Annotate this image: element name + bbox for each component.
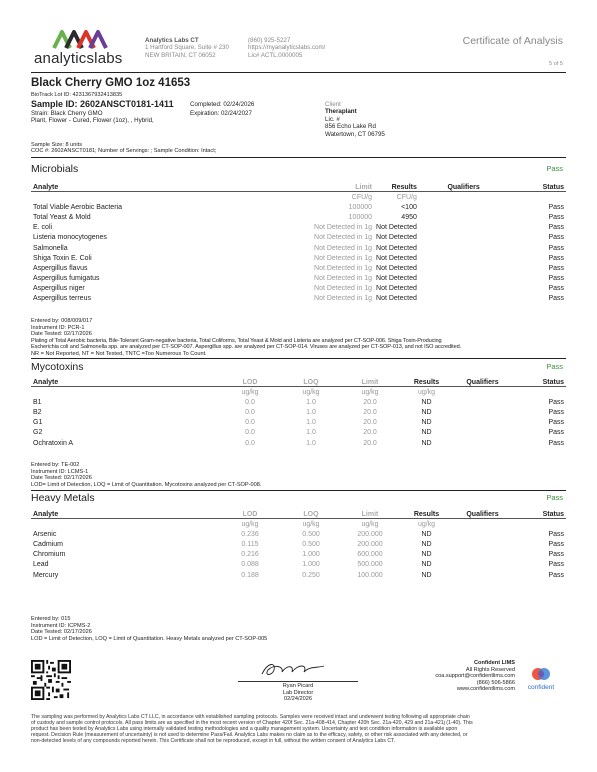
table-cell: Not Detected in 1g <box>314 254 373 262</box>
col-header-results: Results <box>413 379 440 386</box>
table-cell: Not Detected in 1g <box>314 264 373 272</box>
table-cell: ND <box>421 540 432 548</box>
client-address-line1: 856 Echo Lake Rd <box>325 123 376 131</box>
table-cell: 0.250 <box>302 571 320 579</box>
table-cell: Pass <box>548 264 564 272</box>
analyte-cell: Salmonella <box>33 244 68 252</box>
col-header-limit: Limit <box>361 379 379 386</box>
table-row <box>31 243 566 253</box>
table-cell: Pass <box>548 285 564 293</box>
analyte-cell: B1 <box>33 398 42 406</box>
table-row <box>31 202 566 212</box>
note-line: Date Tested: 02/17/2026 <box>31 475 92 482</box>
table-cell: Not Detected in 1g <box>314 234 373 242</box>
analyte-cell <box>31 192 235 202</box>
table-cell <box>454 570 511 580</box>
table-cell: 0.0 <box>245 419 255 427</box>
table-cell: 0.216 <box>241 551 259 559</box>
logo-text: analyticslabs <box>34 50 123 67</box>
table-cell: Pass <box>548 203 564 211</box>
note-line: Escherichia coli and Salmonella spp. are analyzed per CT-SOP-007. Aspergillus spp. are analyzed per CT-SOP-014. Viruses are analyzed per CT-SOP-013, and not ISO accredited. <box>31 344 462 351</box>
sample-id: Sample ID: 2602ANSCT0181-1411 <box>31 99 174 109</box>
col-header-analyte: Analyte <box>33 379 59 386</box>
analyte-cell: E. coli <box>33 224 53 232</box>
table-cell: ND <box>421 571 432 579</box>
table-cell: Pass <box>548 224 564 232</box>
table-cell <box>454 428 511 438</box>
table-cell: ug/kg <box>302 388 320 396</box>
table-cell: ug/kg <box>417 520 436 528</box>
analyte-cell: Ochratoxin A <box>33 439 74 447</box>
table-cell: Not Detected in 1g <box>314 244 373 252</box>
table-cell <box>454 539 511 549</box>
table-cell: 100.000 <box>357 571 383 579</box>
table-cell <box>511 519 566 529</box>
table-cell: Not Detected <box>376 224 417 232</box>
disclaimer-line: The sampling was performed by Analytics Labs CT LLC, in accordance with established sampling protocols. Samples were received intact and underwent testing following all appropriate chain <box>31 714 470 720</box>
qr-code-icon[interactable] <box>31 660 71 700</box>
table-cell: Pass <box>548 254 564 262</box>
table-cell: 1.0 <box>306 419 316 427</box>
col-header-status: Status <box>542 379 564 386</box>
confident-website[interactable]: www.confidentlims.com <box>456 686 515 693</box>
table-cell <box>454 418 511 428</box>
confident-name: Confident LIMS <box>473 660 515 666</box>
table-cell: ND <box>421 439 432 447</box>
col-header-qualifiers: Qualifiers <box>466 379 499 386</box>
analyte-cell: Chromium <box>33 551 66 559</box>
table-cell: Not Detected in 1g <box>314 275 373 283</box>
table-cell: ug/kg <box>302 520 320 528</box>
table-cell: Pass <box>548 540 564 548</box>
col-header-status: Status <box>542 184 564 191</box>
table-cell <box>454 407 511 417</box>
client-address-line2: Watertown, CT 06795 <box>325 130 385 138</box>
mycotoxins-status: Pass <box>546 362 563 371</box>
signature-date: 02/24/2026 <box>284 696 312 703</box>
col-header-results: Results <box>413 511 440 518</box>
table-cell <box>419 192 508 202</box>
table-cell: 20.0 <box>363 419 377 427</box>
disclaimer-line: product has been tested by Analytics Labs using internally validated testing methodologies and a quality management system. Uncertainty and test condition information is available upon <box>31 726 458 732</box>
note-line: Date Tested: 02/17/2026 <box>31 331 92 338</box>
table-cell: Pass <box>548 408 564 416</box>
col-header-results: Results <box>391 184 417 191</box>
table-cell: 0.0 <box>245 439 255 447</box>
table-cell: Pass <box>548 295 564 303</box>
table-cell: Pass <box>548 429 564 437</box>
col-header-analyte: Analyte <box>33 184 59 191</box>
mycotoxins-title: Mycotoxins <box>31 361 84 373</box>
analyte-cell: Aspergillus terreus <box>33 295 91 303</box>
table-cell <box>419 243 508 253</box>
confident-phone: (866) 506-5866 <box>476 679 515 686</box>
completed-date: Completed: 02/24/2026 <box>190 101 255 108</box>
table-cell <box>511 387 566 397</box>
table-cell: ug/kg <box>361 520 379 528</box>
table-cell: <100 <box>401 203 417 211</box>
unit-row <box>31 192 566 202</box>
table-cell <box>419 263 508 273</box>
lab-address-line2: NEW BRITAIN, CT 06052 <box>145 51 216 59</box>
signer-title: Lab Director <box>282 689 314 696</box>
analyte-cell: Total Yeast & Mold <box>33 213 91 221</box>
table-row <box>31 223 566 233</box>
table-row <box>31 263 566 273</box>
col-header-analyte: Analyte <box>33 511 59 518</box>
note-line: Entered by: 008/009/017 <box>31 318 93 324</box>
table-cell: Pass <box>548 275 564 283</box>
note-line: Instrument ID: PCR-1 <box>31 324 85 331</box>
table-row <box>31 550 566 560</box>
table-cell: CFU/g <box>351 193 373 201</box>
note-line: NR = Not Reported, NT = Not Tested, TNTC =Too Numerous To Count. <box>31 350 207 357</box>
analyte-cell: Total Viable Aerobic Bacteria <box>33 203 122 211</box>
col-header-loq: LOQ <box>303 379 319 386</box>
confident-logo-text: confident <box>527 684 555 691</box>
table-cell: 100000 <box>348 203 373 211</box>
table-cell: 0.088 <box>241 561 259 569</box>
table-cell: Pass <box>548 398 564 406</box>
client-name: Theraplant <box>325 108 357 116</box>
mycotoxins-table <box>31 378 566 448</box>
table-cell: 20.0 <box>363 429 377 437</box>
microbials-table <box>31 183 566 304</box>
table-cell: Pass <box>548 530 564 538</box>
lab-logo <box>34 22 134 66</box>
table-cell: 1.0 <box>306 429 316 437</box>
table-cell <box>419 253 508 263</box>
table-row <box>31 438 566 448</box>
table-row <box>31 407 566 417</box>
table-cell: ND <box>421 530 432 538</box>
analyte-cell: Cadmium <box>33 540 63 548</box>
table-cell: 1.000 <box>302 551 320 559</box>
table-cell: Not Detected in 1g <box>314 224 373 232</box>
note-line: Entered by: 015 <box>31 616 71 622</box>
microbials-notes <box>31 318 566 358</box>
disclaimer-line: non-detected levels of any compounds reported herein. This Certificate shall not be reproduced, except in full, without the written consent of Analytics Labs CT. <box>31 738 396 744</box>
table-cell: 4950 <box>401 213 417 221</box>
table-cell: Pass <box>548 419 564 427</box>
signature-icon <box>258 660 328 680</box>
table-cell: 0.0 <box>245 429 255 437</box>
microbials-status: Pass <box>546 164 563 173</box>
disclaimer-line: of custody and sample control protocols. All pass limits are as specified in the most recent version of Chapter 420f Sec. 21a-408-414, Chapter 420h Sec. 21a-420, 429 and 21a-421j (1-40). This <box>31 720 473 726</box>
analyte-cell: Aspergillus fumigatus <box>33 275 100 283</box>
table-cell: 1.0 <box>306 408 316 416</box>
col-header-lod: LOD <box>242 511 258 518</box>
col-header-lod: LOD <box>242 379 258 386</box>
lab-phone: (860) 925-5227 <box>248 37 291 44</box>
table-row <box>31 529 566 539</box>
table-cell <box>454 560 511 570</box>
confident-logo-mark-icon <box>531 666 551 682</box>
table-cell <box>419 212 508 222</box>
analyte-cell: Shiga Toxin E. Coli <box>33 254 92 262</box>
doc-title: Certificate of Analysis <box>462 35 563 47</box>
coc-info: COC #: 2602ANSCT0181; Number of Servings: ; Sample Condition: Intact; <box>31 148 217 154</box>
table-cell: ND <box>421 398 432 406</box>
lab-license: Lic# ACTL.0000005 <box>248 51 303 59</box>
table-cell <box>454 529 511 539</box>
table-cell: 1.0 <box>306 439 316 447</box>
disclaimer-line: request. Decision Rule (measurement of uncertainty) is not used to determine Pass/Fail. Analytics Labs makes no claim as to the efficacy, safety, or other risk associated with any detected, or <box>31 732 468 738</box>
table-cell: 0.188 <box>241 571 259 579</box>
note-line: Instrument ID: ICPMS-2 <box>31 622 91 629</box>
confident-email[interactable]: coa.support@confidentlims.com <box>435 673 515 680</box>
table-row <box>31 253 566 263</box>
table-cell: 0.0 <box>245 398 255 406</box>
table-cell <box>419 233 508 243</box>
analyte-cell <box>31 387 219 397</box>
confident-rights: All Rights Reserved <box>465 666 515 673</box>
table-row <box>31 428 566 438</box>
col-header-limit: Limit <box>361 511 379 518</box>
client-license: Lic. # <box>325 115 340 123</box>
client-label: Client <box>325 101 341 108</box>
table-cell <box>454 387 511 397</box>
table-cell: 200.000 <box>357 530 383 538</box>
table-row <box>31 418 566 428</box>
table-cell: Not Detected <box>376 264 417 272</box>
table-row <box>31 397 566 407</box>
table-cell: Not Detected in 1g <box>314 285 373 293</box>
heavy-metals-title: Heavy Metals <box>31 492 95 504</box>
lab-website[interactable]: https://myanalyticslabs.com/ <box>248 44 326 52</box>
table-row <box>31 539 566 549</box>
table-cell: Not Detected <box>376 275 417 283</box>
lab-logo-mark-icon <box>52 28 112 50</box>
table-cell: CFU/g <box>396 193 417 201</box>
table-cell <box>454 519 511 529</box>
table-cell <box>419 284 508 294</box>
table-cell: ND <box>421 429 432 437</box>
analyte-cell: Aspergillus niger <box>33 285 85 293</box>
table-cell <box>454 550 511 560</box>
table-row <box>31 212 566 222</box>
table-cell: Pass <box>548 571 564 579</box>
table-cell: ND <box>421 561 432 569</box>
col-header-loq: LOQ <box>303 511 319 518</box>
table-cell: ug/kg <box>417 388 436 396</box>
table-cell: 0.236 <box>241 530 259 538</box>
table-cell <box>454 397 511 407</box>
product-category: Plant, Flower - Cured, Flower (1oz), , Hybrid, <box>31 117 154 124</box>
analyte-cell: G1 <box>33 419 43 427</box>
analyte-cell: Lead <box>33 561 49 569</box>
table-cell: ND <box>421 419 432 427</box>
biotrack-lot-id: BioTrack Lot ID: 4231367932413835 <box>31 92 123 98</box>
table-cell <box>454 438 511 448</box>
table-cell: Not Detected in 1g <box>314 295 373 303</box>
lab-name: Analytics Labs CT <box>145 37 199 44</box>
table-cell <box>419 223 508 233</box>
table-cell: Pass <box>548 244 564 252</box>
analyte-cell: Arsenic <box>33 530 57 538</box>
table-row <box>31 560 566 570</box>
table-cell: Pass <box>548 561 564 569</box>
note-line: Plating of Total Aerobic bacteria, Bile-Tolerant Gram-negative bacteria, Total Coliforms, Total Yeast & Mold and Listeria are analyzed per CT-SOP-006. Shiga Toxin-Producing <box>31 337 442 344</box>
table-cell <box>419 294 508 304</box>
table-cell: 0.0 <box>245 408 255 416</box>
strain: Strain: Black Cherry GMO <box>31 110 103 117</box>
table-cell: ND <box>421 551 432 559</box>
table-row <box>31 233 566 243</box>
heavy-metals-notes <box>31 616 267 642</box>
table-cell <box>419 202 508 212</box>
table-row <box>31 570 566 580</box>
table-cell: 600.000 <box>357 551 383 559</box>
table-row <box>31 284 566 294</box>
unit-row <box>31 519 566 529</box>
analyte-cell: Aspergillus flavus <box>33 264 88 272</box>
analyte-cell: Listeria monocytogenes <box>33 234 107 242</box>
table-cell: 100000 <box>348 213 373 221</box>
col-header-status: Status <box>542 511 564 518</box>
microbials-title: Microbials <box>31 163 79 175</box>
table-cell: 0.500 <box>302 540 320 548</box>
note-line: LOD= Limit of Detection, LOQ = Limit of Quantitation. Mycotoxins analyzed per CT-SOP-008. <box>31 481 262 488</box>
table-cell: 20.0 <box>363 408 377 416</box>
table-cell: ug/kg <box>241 520 259 528</box>
note-line: Instrument ID: LCMS-1 <box>31 468 89 475</box>
table-cell: ug/kg <box>241 388 259 396</box>
table-cell: 200.000 <box>357 540 383 548</box>
product-name: Black Cherry GMO 1oz 41653 <box>31 77 191 89</box>
table-cell: Pass <box>548 439 564 447</box>
lab-address-line1: 1 Hartford Square, Suite # 230 <box>145 44 229 52</box>
table-cell <box>508 192 566 202</box>
table-cell: ug/kg <box>361 388 379 396</box>
table-cell: Not Detected <box>376 254 417 262</box>
unit-row <box>31 387 566 397</box>
table-cell: Pass <box>548 234 564 242</box>
table-cell: Pass <box>548 551 564 559</box>
table-cell: Not Detected <box>376 285 417 293</box>
table-cell: 1.000 <box>302 561 320 569</box>
col-header-qualifiers: Qualifiers <box>466 511 499 518</box>
table-cell: 0.500 <box>302 530 320 538</box>
table-cell: Not Detected <box>376 295 417 303</box>
disclaimer <box>31 714 566 744</box>
table-cell: 20.0 <box>363 439 377 447</box>
signer-name: Ryan Picard <box>282 683 314 689</box>
confident-logo <box>519 666 563 696</box>
table-cell: Pass <box>548 213 564 221</box>
table-cell: 500.000 <box>357 561 383 569</box>
table-row <box>31 294 566 304</box>
analyte-cell <box>31 519 219 529</box>
heavy-metals-status: Pass <box>546 493 563 502</box>
col-header-limit: Limit <box>355 184 373 191</box>
analyte-cell: G2 <box>33 429 43 437</box>
note-line: Date Tested: 02/17/2026 <box>31 629 92 636</box>
table-cell <box>419 274 508 284</box>
col-header-qualifiers: Qualifiers <box>447 184 480 191</box>
table-cell: ND <box>421 408 432 416</box>
table-cell: 0.115 <box>241 540 259 548</box>
mycotoxins-notes <box>31 462 261 488</box>
table-row <box>31 274 566 284</box>
heavy-metals-table <box>31 510 566 580</box>
sample-size: Sample Size: 8 units <box>31 142 82 148</box>
page-number: 5 of 5 <box>549 61 563 67</box>
note-line: Entered by: TE-002 <box>31 462 80 468</box>
table-cell: 1.0 <box>306 398 316 406</box>
expiration-date: Expiration: 02/24/2027 <box>190 110 252 117</box>
note-line: LOD = Limit of Detection, LOQ = Limit of Quantitation. Heavy Metals analyzed per CT-SOP-005 <box>31 635 268 642</box>
table-cell: 20.0 <box>363 398 377 406</box>
table-cell: Not Detected <box>376 244 417 252</box>
analyte-cell: Mercury <box>33 571 59 579</box>
table-cell: Not Detected <box>376 234 417 242</box>
analyte-cell: B2 <box>33 408 42 416</box>
